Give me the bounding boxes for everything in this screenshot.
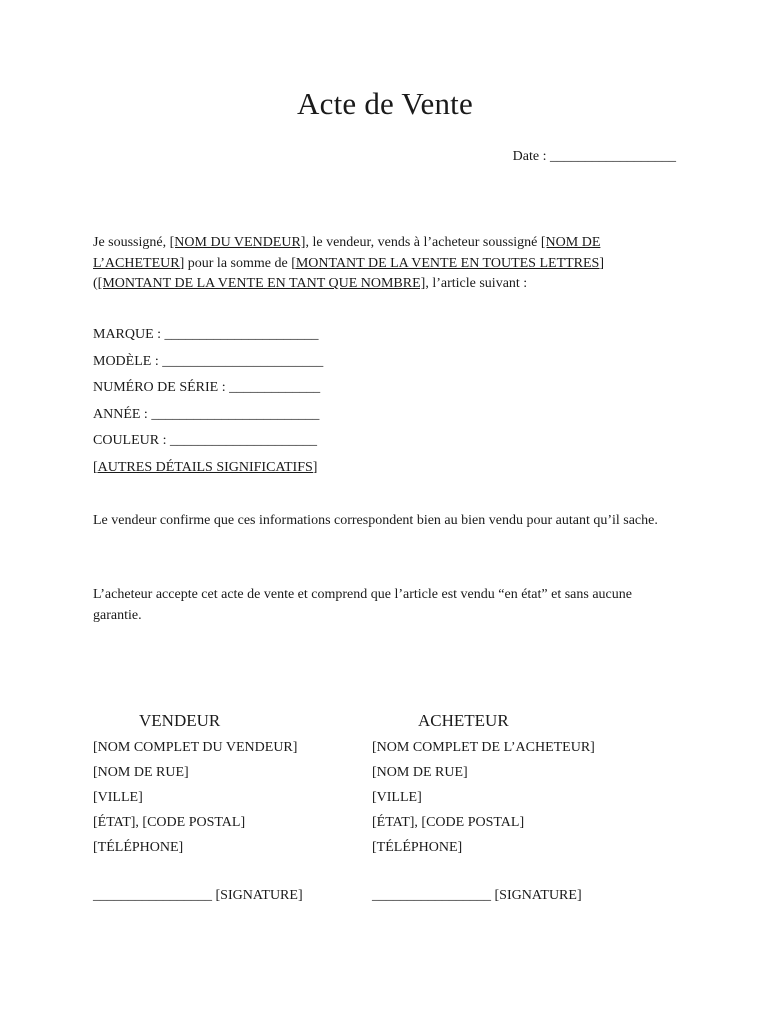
- seller-phone: [TÉLÉPHONE]: [93, 840, 184, 855]
- intro-text-4: (: [93, 276, 98, 291]
- document-title: Acte de Vente: [297, 86, 473, 121]
- buyer-street: [NOM DE RUE]: [372, 765, 468, 780]
- buyer-heading: ACHETEUR: [418, 711, 509, 730]
- buyer-name-placeholder: [NOM DE L’ACHETEUR]: [93, 235, 601, 271]
- field-color: COULEUR : _____________________: [93, 433, 317, 448]
- seller-city: [VILLE]: [93, 790, 143, 805]
- seller-full-name: [NOM COMPLET DU VENDEUR]: [93, 740, 298, 755]
- seller-street: [NOM DE RUE]: [93, 765, 189, 780]
- seller-signature-line: _________________ [SIGNATURE]: [93, 888, 303, 903]
- seller-heading: VENDEUR: [139, 711, 221, 730]
- amount-words-placeholder: [MONTANT DE LA VENTE EN TOUTES LETTRES]: [291, 255, 605, 271]
- date-line: Date : __________________: [512, 149, 676, 164]
- seller-block: [93, 710, 297, 864]
- acceptance-paragraph: L’acheteur accepte cet acte de vente et comprend que l’article est vendu “en état” et sans aucune garantie.: [93, 587, 632, 623]
- intro-text-2: , le vendeur, vends à l’acheteur soussigné: [305, 235, 541, 250]
- buyer-block: [372, 710, 595, 864]
- field-other-details: [AUTRES DÉTAILS SIGNIFICATIFS]: [93, 459, 318, 475]
- buyer-signature-line: _________________ [SIGNATURE]: [372, 888, 582, 903]
- intro-text-3: pour la somme de: [184, 255, 292, 271]
- buyer-city: [VILLE]: [372, 790, 422, 805]
- field-model: MODÈLE : _______________________: [93, 353, 324, 369]
- field-year: ANNÉE : ________________________: [93, 406, 320, 422]
- buyer-phone: [TÉLÉPHONE]: [372, 840, 463, 855]
- intro-paragraph: [93, 233, 683, 295]
- seller-state-zip: [ÉTAT], [CODE POSTAL]: [93, 815, 246, 830]
- field-brand: MARQUE : ______________________: [93, 327, 319, 342]
- seller-name-placeholder: [NOM DU VENDEUR]: [169, 235, 306, 250]
- buyer-full-name: [NOM COMPLET DE L’ACHETEUR]: [372, 740, 595, 755]
- intro-text-5: , l’article suivant :: [425, 276, 528, 291]
- buyer-state-zip: [ÉTAT], [CODE POSTAL]: [372, 815, 525, 830]
- item-fields: [93, 325, 323, 484]
- confirmation-paragraph: Le vendeur confirme que ces informations correspondent bien au bien vendu pour autant qu’il sache.: [93, 513, 658, 528]
- amount-number-placeholder: [MONTANT DE LA VENTE EN TANT QUE NOMBRE]: [97, 276, 426, 291]
- intro-text-1: Je soussigné,: [93, 235, 170, 250]
- field-serial-number: NUMÉRO DE SÉRIE : _____________: [93, 380, 321, 395]
